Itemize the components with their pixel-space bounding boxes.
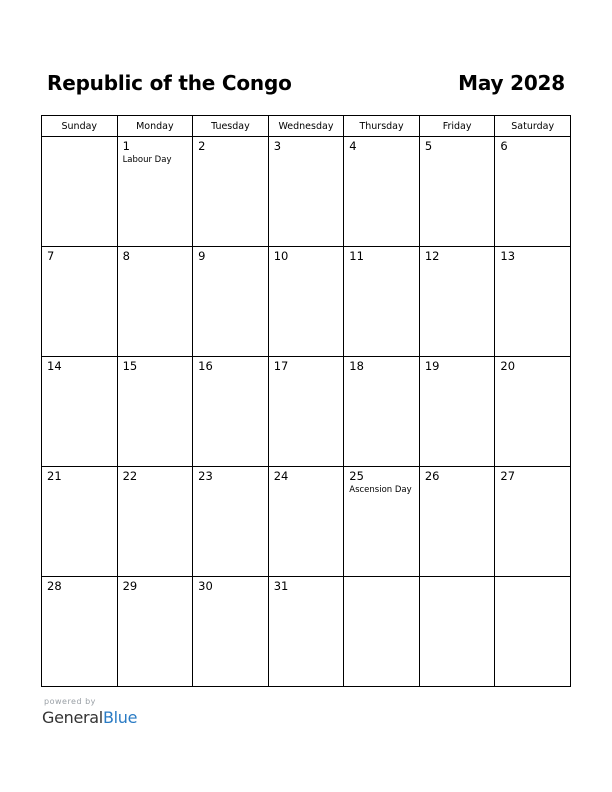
holiday-label [118,263,193,264]
calendar-day-cell [344,137,420,247]
holiday-label [193,373,268,374]
calendar-day-cell [495,137,571,247]
holiday-label [344,263,419,264]
day-number: 2 [198,139,206,153]
calendar-day-cell [193,137,269,247]
calendar-day-cell [419,467,495,577]
calendar-day-cell [117,357,193,467]
calendar-day-cell [42,137,118,247]
day-number: 16 [198,359,213,373]
day-number: 30 [198,579,213,593]
weekday-header: Tuesday [193,116,269,137]
calendar-day-cell [419,577,495,687]
day-number: 4 [349,139,357,153]
calendar-day-cell [42,467,118,577]
holiday-label [495,483,570,484]
weekday-header-row [42,116,571,137]
calendar-day-cell [193,247,269,357]
calendar-day-cell [495,467,571,577]
day-number: 18 [349,359,364,373]
holiday-label: Ascension Day [349,485,412,495]
day-number: 27 [500,469,516,483]
calendar-week-row [42,577,571,687]
holiday-label [269,153,344,154]
calendar-day-cell [495,577,571,687]
calendar-day-cell [495,357,571,467]
calendar-country-title: Republic of the Congo [47,71,292,95]
day-number: 5 [424,139,433,153]
calendar-day-cell [495,247,571,357]
holiday-label [344,153,419,154]
day-number: 19 [424,359,440,373]
holiday-label [495,580,570,581]
calendar-month-year: May 2028 [458,71,565,95]
holiday-label [42,140,117,141]
day-number: 29 [122,579,138,593]
day-number: 25 [349,469,364,483]
holiday-label [344,373,419,374]
holiday-label [495,263,570,264]
calendar-day-cell [268,357,344,467]
holiday-label [42,593,117,594]
holiday-label [269,263,344,264]
day-number: 14 [47,359,62,373]
calendar-week-row [42,357,571,467]
day-number: 31 [273,579,289,593]
holiday-label [42,263,117,264]
calendar-day-cell [268,577,344,687]
day-number: 8 [122,249,130,263]
calendar-day-cell [268,247,344,357]
holiday-label [118,483,193,484]
generalblue-logo[interactable] [42,708,137,727]
day-number: 22 [122,469,138,483]
day-number: 9 [198,249,206,263]
calendar-day-cell [268,137,344,247]
calendar-day-cell [344,577,420,687]
day-number: 26 [424,469,440,483]
weekday-header: Sunday [42,116,118,137]
day-number: 13 [500,249,516,263]
calendar-day-cell [268,467,344,577]
calendar-day-cell [117,467,193,577]
holiday-label [118,593,193,594]
calendar-week-row [42,137,571,247]
holiday-label [42,373,117,374]
weekday-header: Thursday [344,116,420,137]
weekday-header: Monday [117,116,193,137]
holiday-label [193,263,268,264]
brand-blue: Blue [102,708,138,727]
day-number: 6 [500,139,508,153]
day-number: 17 [273,359,289,373]
day-number: 3 [273,139,282,153]
calendar-day-cell [193,577,269,687]
day-number: 12 [424,249,440,263]
day-number: 21 [47,469,62,483]
calendar-day-cell [344,467,420,577]
weekday-header: Saturday [495,116,571,137]
calendar-day-cell [42,247,118,357]
calendar-day-cell [419,247,495,357]
day-number: 7 [47,249,55,263]
holiday-label [495,373,570,374]
holiday-label [420,580,495,581]
weekday-header: Wednesday [268,116,344,137]
day-number: 15 [122,359,138,373]
calendar-day-cell [419,137,495,247]
holiday-label [193,153,268,154]
calendar-day-cell [42,577,118,687]
brand-general: General [42,708,103,727]
calendar-grid [41,115,571,687]
day-number: 10 [273,249,289,263]
holiday-label [269,483,344,484]
calendar-day-cell [344,357,420,467]
holiday-label [420,153,495,154]
day-number: 24 [273,469,289,483]
calendar-day-cell [419,357,495,467]
calendar-week-row [42,247,571,357]
holiday-label [420,263,495,264]
holiday-label [269,593,344,594]
holiday-label: Labour Day [122,155,172,165]
day-number: 1 [122,139,130,153]
powered-by-text: powered by [44,697,96,706]
holiday-label [420,483,495,484]
calendar-week-row [42,467,571,577]
holiday-label [495,153,570,154]
day-number: 11 [349,249,364,263]
holiday-label [42,483,117,484]
calendar-day-cell [193,467,269,577]
calendar-day-cell [117,577,193,687]
calendar-day-cell [117,247,193,357]
day-number: 28 [47,579,62,593]
calendar-day-cell [344,247,420,357]
day-number: 23 [198,469,213,483]
weekday-header: Friday [419,116,495,137]
holiday-label [420,373,495,374]
day-number: 20 [500,359,516,373]
holiday-label [344,580,419,581]
calendar-day-cell [117,137,193,247]
holiday-label [193,483,268,484]
calendar-day-cell [42,357,118,467]
calendar-day-cell [193,357,269,467]
holiday-label [193,593,268,594]
holiday-label [118,373,193,374]
holiday-label [269,373,344,374]
